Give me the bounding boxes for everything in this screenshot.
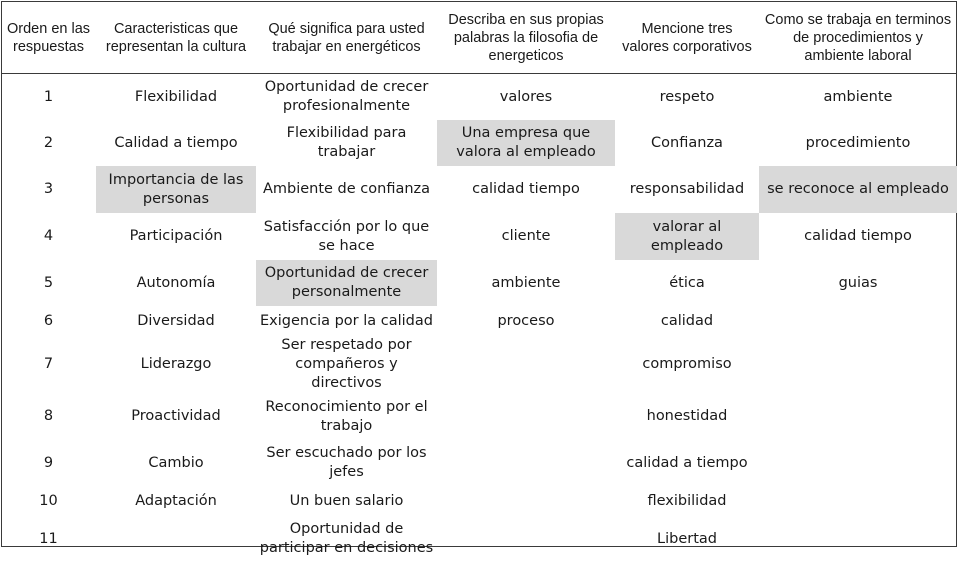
table-row — [1, 440, 957, 486]
cell-filosofia: proceso — [497, 312, 555, 329]
cell-procedimiento: calidad tiempo — [804, 228, 912, 244]
cell-filosofia — [437, 440, 615, 486]
header-caracteristicas: Caracteristicas que representan la cultura — [96, 2, 256, 74]
table-row — [1, 213, 957, 260]
cell-valor: ética — [669, 274, 705, 291]
table-row — [1, 120, 957, 166]
header-row — [1, 2, 957, 74]
cell-orden: 4 — [43, 228, 54, 244]
cell-filosofia: cliente — [501, 228, 551, 244]
cell-significado: Satisfacción por lo que se hace — [263, 218, 430, 254]
header-filosofia: Describa en sus propias palabras la filosofia de energeticos — [437, 2, 615, 74]
cell-procedimiento — [759, 486, 957, 516]
cell-caracteristica: Cambio — [148, 454, 204, 471]
cell-significado: Flexibilidad para trabajar — [286, 125, 407, 160]
cell-procedimiento: guias — [838, 274, 878, 291]
cell-filosofia-highlighted: Una empresa que valora al empleado — [437, 120, 615, 166]
cell-significado: Ser respetado por compañeros y directivos — [281, 337, 412, 391]
cell-valor: flexibilidad — [647, 492, 727, 509]
cell-caracteristica: Autonomía — [136, 274, 216, 291]
cell-caracteristica: Calidad a tiempo — [114, 134, 238, 151]
cell-orden: 2 — [43, 134, 54, 151]
table-row — [1, 166, 957, 213]
cell-caracteristica: Participación — [129, 228, 223, 244]
header-procedimientos: Como se trabaja en terminos de procedimientos y ambiente laboral — [759, 2, 957, 74]
cell-valor: Libertad — [657, 530, 717, 547]
header-valores: Mencione tres valores corporativos — [615, 2, 759, 74]
table-row — [1, 260, 957, 306]
cell-procedimiento — [759, 336, 957, 393]
cell-caracteristica: Flexibilidad — [134, 88, 218, 105]
cell-valor: responsabilidad — [629, 181, 745, 197]
cell-valor: honestidad — [646, 408, 728, 424]
cell-procedimiento — [759, 393, 957, 440]
cell-valor: compromiso — [642, 356, 732, 372]
cell-valor: Confianza — [651, 134, 723, 151]
header-orden: Orden en las respuestas — [1, 2, 96, 74]
cell-caracteristica: Liderazgo — [140, 356, 212, 372]
cell-significado: Oportunidad de crecer profesionalmente — [264, 79, 429, 114]
cell-caracteristica — [96, 516, 256, 562]
cell-procedimiento: ambiente — [823, 88, 893, 105]
cell-significado: Oportunidad de participar en decisiones — [259, 521, 434, 556]
cell-filosofia — [437, 393, 615, 440]
cell-filosofia: calidad tiempo — [472, 181, 580, 197]
cell-filosofia: valores — [499, 88, 553, 105]
cell-procedimiento — [759, 440, 957, 486]
cell-procedimiento: procedimiento — [805, 134, 911, 151]
header-significado: Qué significa para usted trabajar en energéticos — [256, 2, 437, 74]
cell-valor: calidad a tiempo — [626, 454, 748, 471]
cell-significado: Exigencia por la calidad — [260, 312, 433, 329]
cell-procedimiento — [759, 516, 957, 562]
cell-filosofia — [437, 516, 615, 562]
cell-valor: respeto — [659, 88, 715, 105]
cell-significado: Ambiente de confianza — [262, 181, 431, 197]
cell-significado: Un buen salario — [289, 492, 404, 509]
cell-filosofia — [437, 486, 615, 516]
cell-significado: Reconocimiento por el trabajo — [265, 398, 428, 434]
cell-valor-highlighted: valorar al empleado — [615, 213, 759, 260]
table-row — [1, 516, 957, 562]
cell-filosofia — [437, 336, 615, 393]
cell-orden: 6 — [43, 312, 54, 329]
table-row — [1, 486, 957, 516]
cell-caracteristica-highlighted: Importancia de las personas — [96, 166, 256, 213]
table-row — [1, 74, 957, 121]
cell-orden: 10 — [39, 492, 58, 509]
table-row — [1, 393, 957, 440]
cell-significado: Ser escuchado por los jefes — [266, 445, 427, 480]
cell-orden: 5 — [43, 274, 54, 291]
cell-caracteristica: Diversidad — [137, 312, 215, 329]
cell-filosofia: ambiente — [491, 274, 561, 291]
cell-procedimiento-highlighted: se reconoce al empleado — [759, 166, 957, 213]
cell-orden: 7 — [43, 356, 54, 372]
values-table — [1, 2, 957, 562]
cell-orden: 9 — [43, 454, 54, 471]
cell-caracteristica: Adaptación — [135, 492, 217, 509]
cell-orden: 3 — [43, 181, 54, 197]
cell-orden: 8 — [43, 408, 54, 424]
cell-procedimiento — [759, 306, 957, 336]
cell-orden: 1 — [43, 88, 54, 105]
cell-caracteristica: Proactividad — [131, 408, 221, 424]
cell-orden: 11 — [39, 530, 58, 547]
table-row — [1, 336, 957, 393]
cell-significado-highlighted: Oportunidad de crecer personalmente — [256, 260, 437, 306]
table-row — [1, 306, 957, 336]
cell-valor: calidad — [660, 312, 714, 329]
